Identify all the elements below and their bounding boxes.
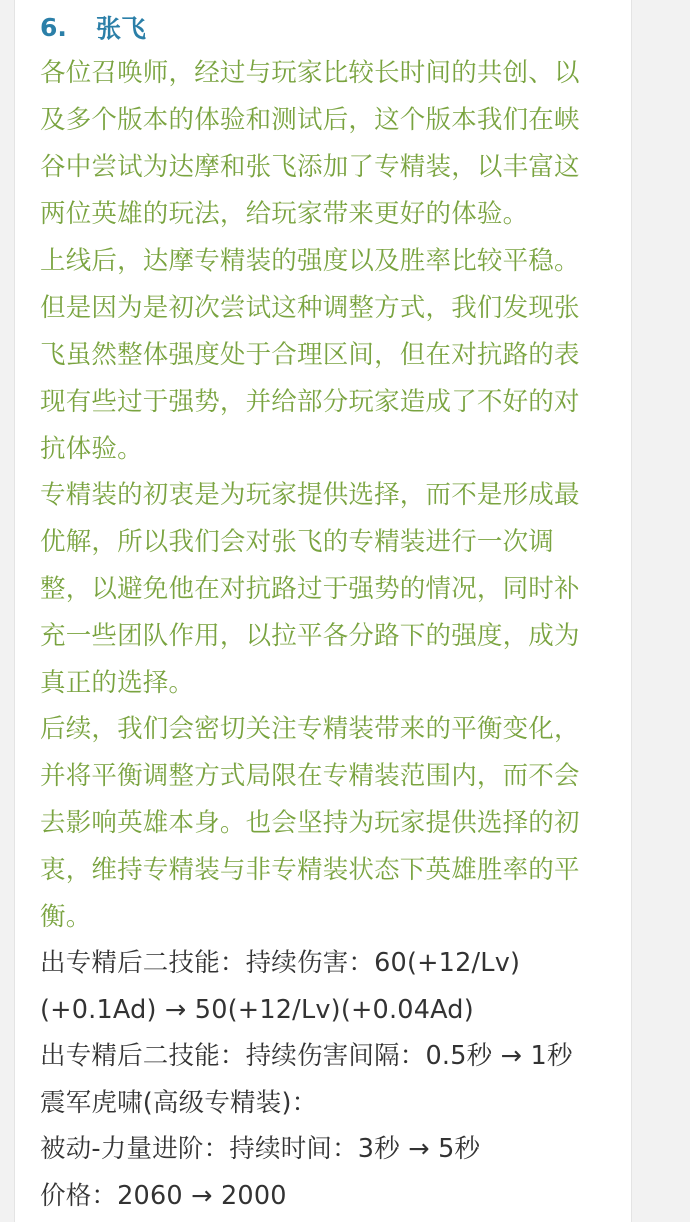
paragraph-followup: [40, 706, 620, 941]
hero-name: 张飞: [96, 14, 147, 43]
paragraph-intent: [40, 472, 620, 707]
text-line: 但是因为是初次尝试这种调整方式，我们发现张: [40, 293, 580, 323]
section-number: 6.: [40, 12, 67, 42]
text-line: 抗体验。: [40, 434, 143, 464]
text-line: 去影响英雄本身。也会坚持为玩家提供选择的初: [40, 808, 580, 838]
change-line: 出专精后二技能：持续伤害：60(+12/Lv): [40, 948, 521, 978]
text-line: 后续，我们会密切关注专精装带来的平衡变化，: [40, 714, 580, 744]
change-line: 震军虎啸(高级专精装)：: [40, 1087, 318, 1118]
section-heading: [40, 6, 146, 48]
text-line: 充一些团队作用，以拉平各分路下的强度，成为: [40, 621, 580, 651]
text-line: 优解，所以我们会对张飞的专精装进行一次调: [40, 527, 555, 557]
text-line: 两位英雄的玩法，给玩家带来更好的体验。: [40, 199, 529, 229]
text-line: 整，以避免他在对抗路过于强势的情况，同时补: [40, 574, 580, 604]
change-line: (+0.1Ad) → 50(+12/Lv)(+0.04Ad): [40, 994, 474, 1025]
text-line: 谷中尝试为达摩和张飞添加了专精装，以丰富这: [40, 152, 580, 182]
text-line: 真正的选择。: [40, 668, 195, 698]
text-line: 衡。: [40, 902, 92, 932]
change-line: 被动-力量进阶：持续时间：3秒 → 5秒: [40, 1134, 481, 1164]
change-line: 出专精后二技能：持续伤害间隔：0.5秒 → 1秒: [40, 1041, 573, 1071]
change-line: 价格：2060 → 2000: [40, 1180, 287, 1211]
text-line: 现有些过于强势，并给部分玩家造成了不好的对: [40, 387, 580, 417]
text-line: 飞虽然整体强度处于合理区间，但在对抗路的表: [40, 340, 580, 370]
text-line: 及多个版本的体验和测试后，这个版本我们在峡: [40, 105, 580, 135]
text-line: 各位召唤师，经过与玩家比较长时间的共创、以: [40, 58, 580, 88]
text-line: 并将平衡调整方式局限在专精装范围内，而不会: [40, 761, 580, 791]
paragraph-feedback: [40, 238, 620, 473]
text-line: 专精装的初衷是为玩家提供选择，而不是形成最: [40, 480, 580, 510]
text-line: 衷，维持专精装与非专精装状态下英雄胜率的平: [40, 855, 580, 885]
balance-changes: [40, 940, 620, 1219]
paragraph-intro: [40, 50, 620, 238]
text-line: 上线后，达摩专精装的强度以及胜率比较平稳。: [40, 246, 580, 276]
